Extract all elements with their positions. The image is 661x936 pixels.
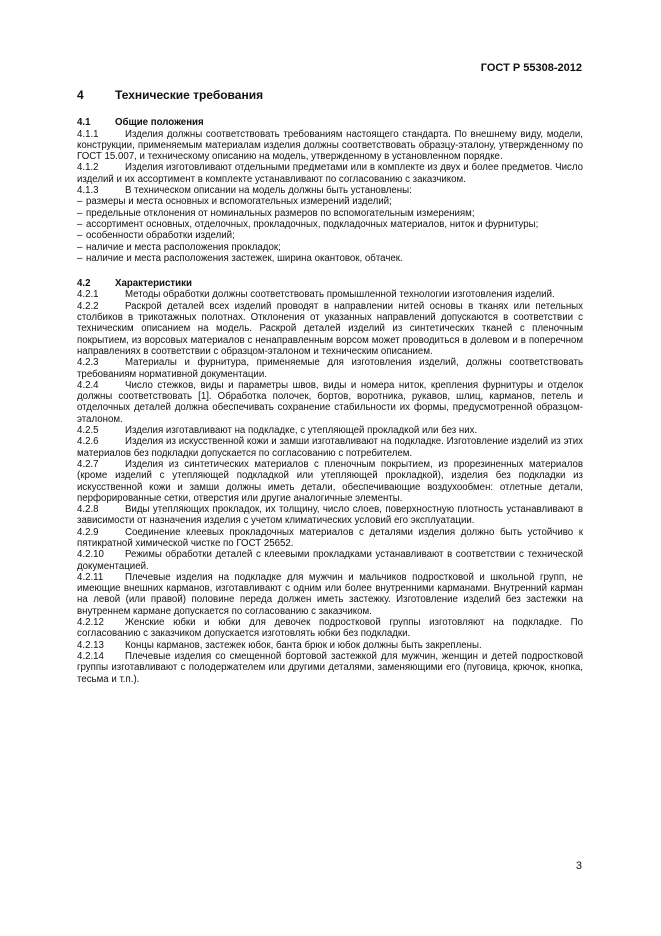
clause-number: 4.2.2 [77, 300, 99, 312]
clause-number: 4.2.6 [77, 436, 99, 448]
clause-number: 4.2.4 [77, 379, 99, 391]
dash-marker: – [77, 252, 83, 264]
dash-marker: – [77, 241, 83, 253]
general-clauses [77, 129, 583, 197]
clause-paragraph [77, 504, 583, 527]
clause-paragraph [77, 185, 583, 196]
clause-text: Виды утепляющих прокладок, их толщину, число слоев, поверхностную плотность устанавливают в зависимости от назначения изделия с учетом климатических условий его эксплуатации. [77, 504, 583, 527]
list-item [77, 219, 583, 230]
clause-paragraph [77, 129, 583, 163]
clause-number: 4.2.5 [77, 425, 99, 437]
subsection-number: 4.2 [77, 278, 91, 290]
clause-text: Методы обработки должны соответствовать промышленной технологии изготовления изделий. [125, 289, 555, 301]
clause-paragraph [77, 425, 583, 436]
clause-paragraph [77, 162, 583, 185]
clause-paragraph [77, 549, 583, 572]
clause-paragraph [77, 459, 583, 504]
clause-number: 4.2.10 [77, 549, 104, 561]
clause-text: Режимы обработки деталей с клеевыми прокладками устанавливают в соответствии с технической документацией. [77, 549, 583, 572]
clause-text: Число стежков, виды и параметры швов, виды и номера ниток, крепления фурнитуры и отделок должны соответствовать [1]. Обработка полочек, бортов, воротника, рукавов, шлиц, карманов, петель и отделочных деталей должна обеспечивать сохранение стабильности их формы, предусмотренной образцом-эталоном. [77, 379, 583, 425]
clause-number: 4.1.2 [77, 162, 99, 174]
subsection-title: Характеристики [115, 278, 192, 290]
clause-text: Женские юбки и юбки для девочек подростковой группы изготовляют на подкладке. По согласованию с заказчиком допускается изготовлять юбки без подкладки. [77, 617, 583, 640]
list-item [77, 253, 583, 264]
list-item [77, 242, 583, 253]
clause-text: Раскрой деталей всех изделий проводят в направлении нитей основы в тканях или петельных столбиков в трикотажных полотнах. Отклонения от указанных направлений допускаются в соответствии с техническим описанием на модель. Раскрой деталей изделий из синтетических тканей с пленочным покрытием, из ворсовых материалов с ненаправленным ворсом может проводиться в долевом и в поперечном направлениях в соответствии с образцом-эталоном и техническим описанием. [77, 300, 583, 357]
clause-paragraph [77, 289, 583, 300]
subsection-number: 4.1 [77, 117, 91, 129]
section-heading [77, 90, 583, 101]
clause-text: Плечевые изделия на подкладке для мужчин и мальчиков подростковой и школьной групп, не имеющие внешних карманов, изготавливают с одним или более внутренними карманами. Внутренний карман на левой (или правой) половине переда должен иметь застежку. Изготовление изделий без застежки на внутреннем кармане допускается по согласованию с заказчиком. [77, 571, 583, 617]
subsection-heading-general [77, 117, 583, 128]
clause-text: Изделия из искусственной кожи и замши изготавливают на подкладке. Изготовление изделий из этих материалов без подкладки допускается по согласованию с потребителем. [77, 436, 583, 459]
clause-text: Соединение клеевых прокладочных материалов с деталями изделия должно быть устойчиво к пятикратной химической чистке по ГОСТ 25652. [77, 526, 583, 549]
clause-number: 4.1.3 [77, 185, 99, 197]
clause-text: Изделия из синтетических материалов с пленочным покрытием, из прорезиненных материалов (кроме изделий с утепляющей подкладкой или утепляющей прокладкой), изделия без подкладки из искусственной кожи и замши должны иметь детали, обеспечивающие воздухообмен: отлетные детали, перфорированные сетки, отверстия или другие аналогичные элементы. [77, 458, 583, 504]
list-item-text: особенности обработки изделий; [86, 230, 235, 242]
clause-paragraph [77, 572, 583, 617]
clause-text: Плечевые изделия со смещенной бортовой застежкой для мужчин, женщин и детей подростковой группы изготавливают с полодержателем или другими деталями, заменяющими его (пуговица, крючок, кнопка, тесьма и т.п.). [77, 650, 583, 685]
clause-text: Концы карманов, застежек юбок, банта брюк и юбок должны быть закреплены. [125, 639, 482, 651]
clause-number: 4.1.1 [77, 128, 99, 140]
list-item-text: размеры и места основных и вспомогательных измерений изделий; [86, 196, 392, 208]
dash-marker: – [77, 207, 83, 219]
list-item-text: наличие и места расположения прокладок; [86, 241, 281, 253]
clause-number: 4.2.11 [77, 571, 104, 583]
list-item-text: ассортимент основных, отделочных, прокладочных, подкладочных материалов, ниток и фурнитуры; [86, 218, 539, 230]
list-item [77, 196, 583, 207]
clause-paragraph [77, 357, 583, 380]
clause-number: 4.2.14 [77, 650, 104, 662]
standard-code: ГОСТ Р 55308-2012 [480, 62, 582, 74]
dash-marker: – [77, 230, 83, 242]
clause-text: Изделия должны соответствовать требованиям настоящего стандарта. По внешнему виду, модели, конструкции, применяемым материалам изделия должны соответствовать образцу-эталону, утвержденному по ГОСТ 15.007, и техническому описанию на модель, утвержденному в установленном порядке. [77, 128, 583, 163]
clause-paragraph [77, 640, 583, 651]
list-item [77, 208, 583, 219]
clause-text: Материалы и фурнитура, применяемые для изготовления изделий, должны соответствовать требованиям нормативной документации. [77, 357, 583, 380]
clause-paragraph [77, 301, 583, 357]
subsection-title: Общие положения [115, 117, 204, 129]
clause-number: 4.2.13 [77, 639, 104, 651]
clause-text: Изделия изготавливают на подкладке, с утепляющей прокладкой или без них. [125, 425, 478, 437]
document-body [77, 90, 583, 685]
list-item-text: наличие и места расположения застежек, ширина окантовок, обтачек. [86, 252, 403, 264]
clause-text: В техническом описании на модель должны быть установлены: [125, 185, 412, 197]
clause-number: 4.2.12 [77, 617, 104, 629]
clause-paragraph [77, 380, 583, 425]
description-requirements-list [77, 196, 583, 264]
clause-text: Изделия изготовливают отдельными предметами или в комплекте из двух и более предметов. Число изделий и их ассортимент в комплекте устанавливают по согласованию с заказчиком. [77, 162, 583, 185]
clause-paragraph [77, 436, 583, 459]
clause-paragraph [77, 527, 583, 550]
dash-marker: – [77, 196, 83, 208]
clause-number: 4.2.1 [77, 289, 99, 301]
clause-number: 4.2.9 [77, 526, 99, 538]
clause-number: 4.2.7 [77, 458, 99, 470]
dash-marker: – [77, 218, 83, 230]
list-item-text: предельные отклонения от номинальных размеров по вспомогательным измерениям; [86, 207, 475, 219]
page-number: 3 [575, 860, 582, 872]
section-title: Технические требования [115, 88, 264, 102]
section-number: 4 [77, 88, 84, 102]
subsection-heading-characteristics [77, 278, 583, 289]
list-item [77, 230, 583, 241]
characteristics-clauses [77, 289, 583, 684]
clause-number: 4.2.8 [77, 504, 99, 516]
clause-paragraph [77, 651, 583, 685]
clause-number: 4.2.3 [77, 357, 99, 369]
clause-paragraph [77, 617, 583, 640]
